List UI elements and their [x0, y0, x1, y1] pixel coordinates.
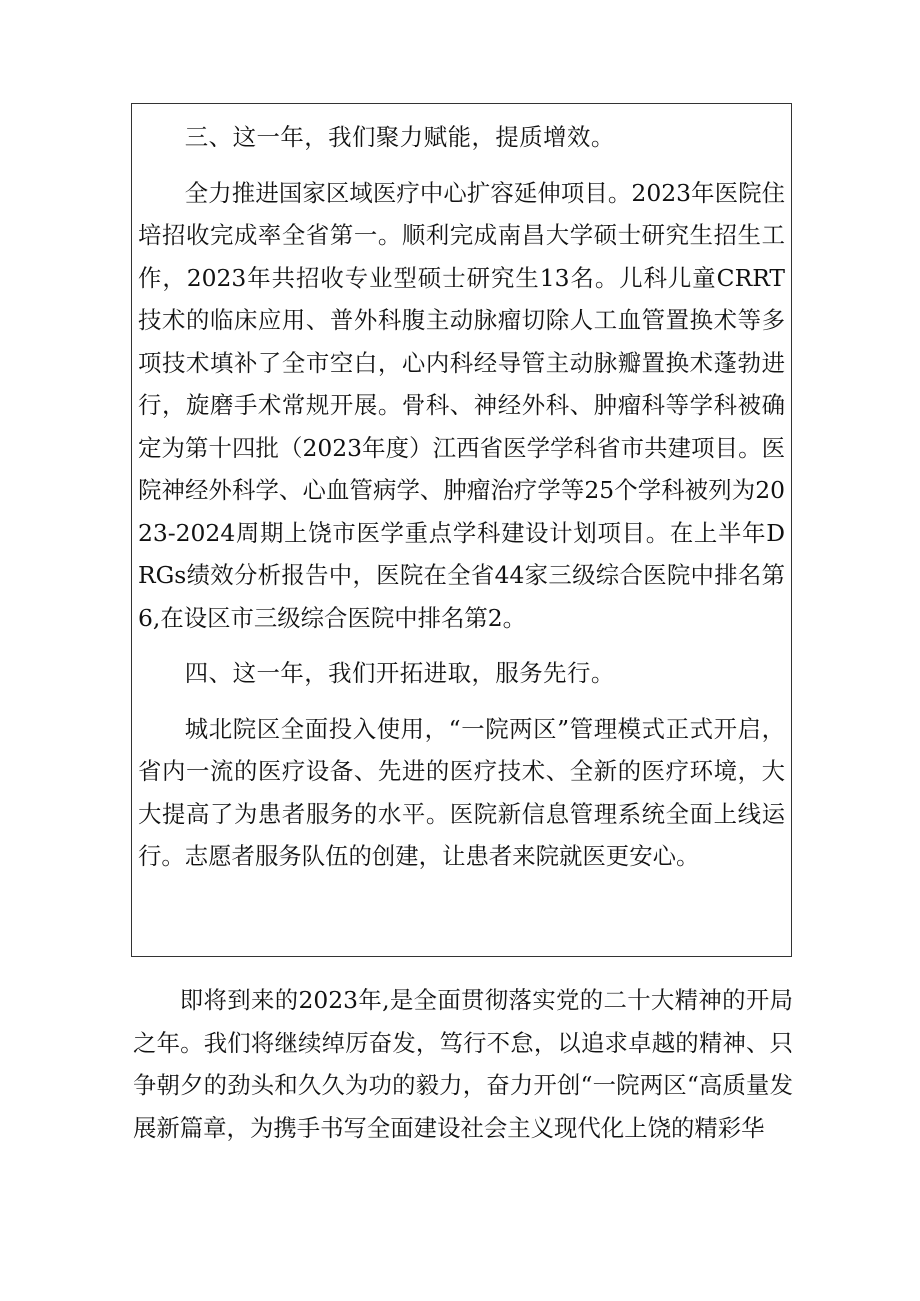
section-heading-4: 四、这一年，我们开拓进取，服务先行。 — [184, 659, 615, 687]
bordered-text-box — [131, 103, 792, 957]
section-paragraph-4: 城北院区全面投入使用，“一院两区”管理模式正式开启，省内一流的医疗设备、先进的医疗技术、全新的医疗环境，大大提高了为患者服务的水平。医院新信息管理系统全面上线运行。志愿者服务队伍的创建，让患者来院就医更安心。 — [138, 714, 785, 870]
closing-paragraph: 即将到来的2023年,是全面贯彻落实党的二十大精神的开局之年。我们将继续绰厉奋发，笃行不怠，以追求卓越的精神、只争朝夕的劲头和久久为功的毅力，奋力开创“一院两区“高质量发展新篇章，为携手书写全面建设社会主义现代化上饶的精彩华 — [133, 986, 793, 1142]
section-heading-3: 三、这一年，我们聚力赋能，提质增效。 — [184, 123, 615, 151]
section-paragraph-3: 全力推进国家区域医疗中心扩容延伸项目。2023年医院住培招收完成率全省第一。顺利完成南昌大学硕士研究生招生工作，2023年共招收专业型硕士研究生13名。儿科儿童CRRT技术的临床应用、普外科腹主动脉瘤切除人工血管置换术等多项技术填补了全市空白，心内科经导管主动脉瓣置换术蓬勃进行，旋磨手术常规开展。骨科、神经外科、肿瘤科等学科被确定为第十四批（2023年度）江西省医学学科省市共建项目。医院神经外科学、心血管病学、肿瘤治疗学等25个学科被列为2023-2024周期上饶市医学重点学科建设计划项目。在上半年DRGs绩效分析报告中，医院在全省44家三级综合医院中排名第6,在设区市三级综合医院中排名第2。 — [138, 178, 785, 632]
